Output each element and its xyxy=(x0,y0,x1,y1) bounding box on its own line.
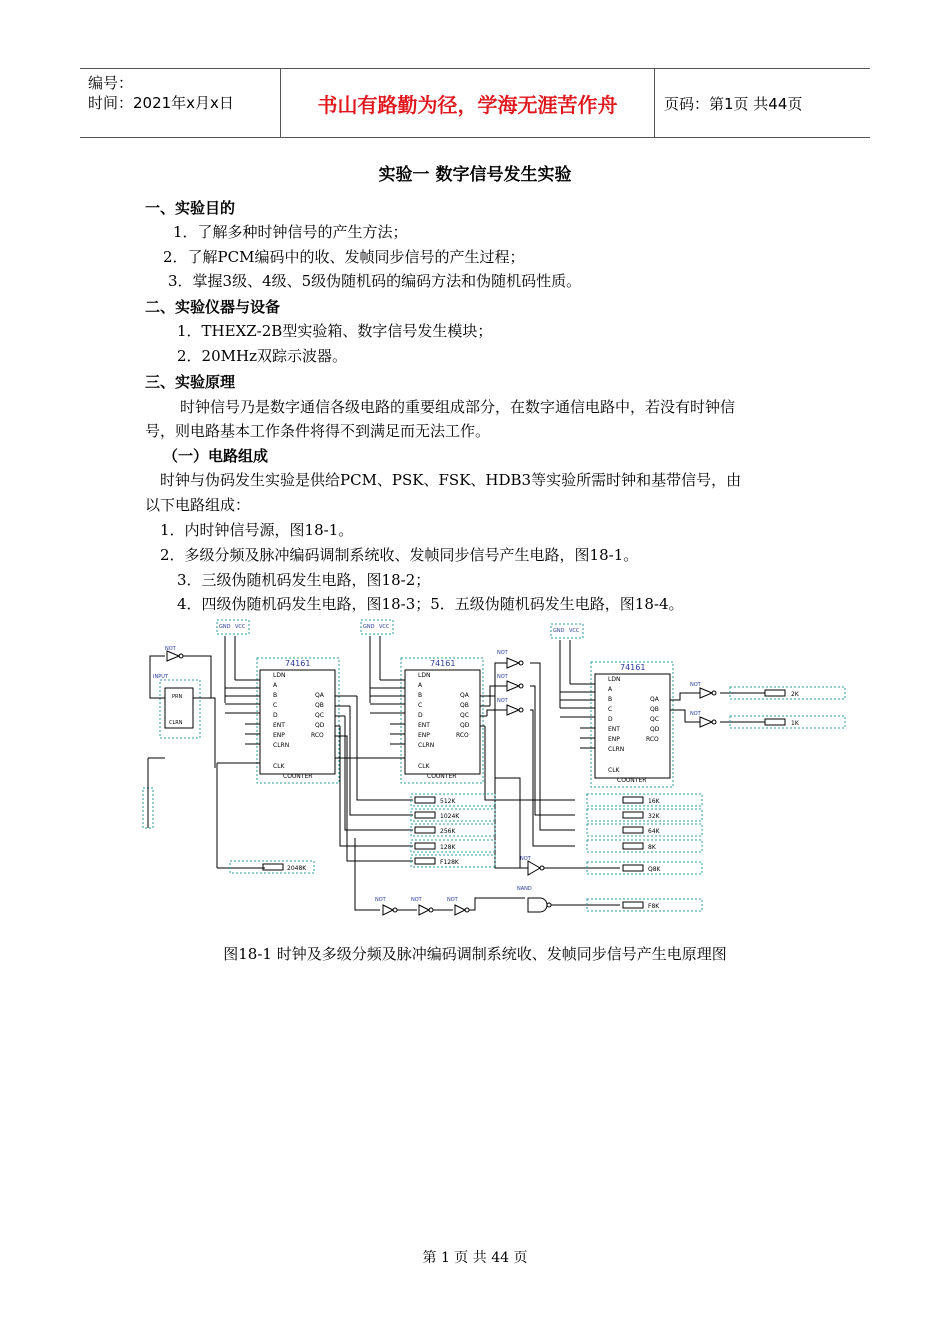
not-label: NOT xyxy=(165,646,176,652)
pin-label: D xyxy=(273,712,278,719)
gnd-label: GND xyxy=(363,624,375,630)
pin-label: D xyxy=(608,716,613,723)
not-label: NOT xyxy=(690,711,701,717)
page-number-label: 页码：第1页 共44页 xyxy=(664,94,803,113)
output-label: 16K xyxy=(648,798,660,805)
vcc-label: VCC xyxy=(235,624,246,630)
objective-item: 3．掌握3级、4级、5级伪随机码的编码方法和伪随机码性质。 xyxy=(168,272,582,290)
dff-pre-label: PRN xyxy=(172,694,183,700)
pin-label: ENT xyxy=(418,722,430,729)
vcc-label: VCC xyxy=(379,624,390,630)
output-pin xyxy=(411,809,495,821)
not-label: NOT xyxy=(497,650,508,656)
pin-label: CLK xyxy=(273,763,285,770)
chip-footer-2: COUNTER xyxy=(427,773,457,780)
chip-name-3: 74161 xyxy=(620,663,646,672)
output-pin xyxy=(587,840,702,852)
pin-label: RCO xyxy=(646,736,659,743)
pin-label: ENP xyxy=(608,736,620,743)
not-label: NOT xyxy=(690,682,701,688)
pin-label: QC xyxy=(650,716,659,723)
time-label: 时间：2021年x月x日 xyxy=(88,94,234,112)
equipment-item: 2．20MHz双踪示波器。 xyxy=(177,347,347,365)
nand-label: NAND xyxy=(517,886,532,892)
pin-label: A xyxy=(418,682,423,689)
pin-label: C xyxy=(608,706,613,713)
pin-label: QD xyxy=(315,722,325,729)
list-item: 1．内时钟信号源，图18-1。 xyxy=(160,521,354,539)
counter-block-3 xyxy=(560,640,765,787)
header-motto: 书山有路勤为径，学海无涯苦作舟 xyxy=(280,69,655,137)
pin-label: CLK xyxy=(608,767,620,774)
output-pin xyxy=(411,824,495,836)
not-label: NOT xyxy=(447,897,458,903)
output-label: 64K xyxy=(648,828,660,835)
pin-label: QC xyxy=(460,712,469,719)
chip-footer-3: COUNTER xyxy=(617,777,647,784)
pin-label: RCO xyxy=(311,732,324,739)
pin-label: LDN xyxy=(608,676,621,683)
output-pin xyxy=(411,840,495,852)
output-pin xyxy=(587,824,702,836)
chip-footer-1: COUNTER xyxy=(283,773,313,780)
subsection-heading: （一）电路组成 xyxy=(163,447,269,465)
paragraph-line: 时钟与伪码发生实验是供给PCM、PSK、FSK、HDB3等实验所需时钟和基带信号，由 xyxy=(160,471,742,489)
output-label: 1K xyxy=(791,720,799,727)
figure-caption: 图18-1 时钟及多级分频及脉冲编码调制系统收、发帧同步信号产生电原理图 xyxy=(223,945,727,963)
circuit-schematic xyxy=(135,618,855,923)
pin-label: QB xyxy=(650,706,659,713)
dff-block xyxy=(150,651,215,768)
pin-label: QC xyxy=(315,712,324,719)
section-heading-1: 一、实验目的 xyxy=(145,199,236,217)
pin-label: QD xyxy=(460,722,470,729)
pin-label: ENT xyxy=(608,726,620,733)
input-pin xyxy=(143,758,165,828)
section-heading-2: 二、实验仪器与设备 xyxy=(145,298,281,316)
number-label: 编号： xyxy=(88,74,134,92)
output-pin xyxy=(411,855,495,867)
output-pin xyxy=(411,794,495,806)
pin-label: CLRN xyxy=(418,742,435,749)
output-label: 2048K xyxy=(287,865,307,872)
pin-label: QB xyxy=(460,702,469,709)
header-meta xyxy=(80,69,280,137)
pin-label: B xyxy=(418,692,423,699)
paragraph-line: 以下电路组成： xyxy=(145,496,251,514)
list-item: 4．四级伪随机码发生电路，图18-3；5．五级伪随机码发生电路，图18-4。 xyxy=(177,595,684,613)
pin-label: CLK xyxy=(418,763,430,770)
pin-label: C xyxy=(273,702,278,709)
not-label: NOT xyxy=(375,897,386,903)
gnd-label: GND xyxy=(219,624,231,630)
pin-label: B xyxy=(608,696,613,703)
input-label: INPUT xyxy=(153,674,168,680)
pin-label: QA xyxy=(650,696,659,703)
output-label: 512K xyxy=(440,798,456,805)
pin-label: ENP xyxy=(418,732,430,739)
page-header xyxy=(80,68,870,138)
output-label: 256K xyxy=(440,828,456,835)
pin-label: LDN xyxy=(418,672,431,679)
pin-label: QD xyxy=(650,726,660,733)
output-label: 8K xyxy=(648,844,656,851)
output-pin xyxy=(587,794,702,806)
not-label: NOT xyxy=(497,698,508,704)
list-item: 2．多级分频及脉冲编码调制系统收、发帧同步信号产生电路，图18-1。 xyxy=(160,546,639,564)
pin-label: A xyxy=(273,682,278,689)
pin-label: D xyxy=(418,712,423,719)
counter-block-1 xyxy=(217,636,413,868)
section-heading-3: 三、实验原理 xyxy=(145,373,236,391)
page-footer: 第 1 页 共 44 页 xyxy=(422,1250,528,1266)
paragraph-line: 号，则电路基本工作条件将得不到满足而无法工作。 xyxy=(145,422,491,440)
pin-label: QB xyxy=(315,702,324,709)
pin-label: B xyxy=(273,692,278,699)
output-pin xyxy=(587,809,702,821)
chip-labels xyxy=(169,659,660,784)
vcc-label: VCC xyxy=(569,628,580,634)
pin-label: A xyxy=(608,686,613,693)
pin-label: ENT xyxy=(273,722,285,729)
pin-label: CLRN xyxy=(608,746,625,753)
not-label: NOT xyxy=(411,897,422,903)
pin-label: C xyxy=(418,702,423,709)
list-item: 3．三级伪随机码发生电路，图18-2； xyxy=(177,571,431,589)
pin-label: LDN xyxy=(273,672,286,679)
pin-label: RCO xyxy=(456,732,469,739)
output-pin xyxy=(230,861,314,873)
not-label: NOT xyxy=(497,674,508,680)
output-label: 32K xyxy=(648,813,660,820)
gnd-label: GND xyxy=(553,628,565,634)
output-label: Q8K xyxy=(648,866,661,873)
objective-item: 2．了解PCM编码中的收、发帧同步信号的产生过程； xyxy=(163,248,525,266)
output-label: 2K xyxy=(791,691,799,698)
paragraph-line: 时钟信号乃是数字通信各级电路的重要组成部分，在数字通信电路中，若没有时钟信 xyxy=(180,398,736,416)
not-label: NOT xyxy=(520,856,531,862)
output-label: 1024K xyxy=(440,813,460,820)
dff-clr-label: CLRN xyxy=(169,720,183,726)
document-title: 实验一 数字信号发生实验 xyxy=(378,165,572,185)
pin-label: QA xyxy=(315,692,324,699)
pin-label: ENP xyxy=(273,732,285,739)
pin-label: QA xyxy=(460,692,469,699)
output-label: F128K xyxy=(440,859,459,866)
output-label: 128K xyxy=(440,844,456,851)
equipment-item: 1．THEXZ-2B型实验箱、数字信号发生模块； xyxy=(177,322,493,340)
pin-label: CLRN xyxy=(273,742,290,749)
output-pins xyxy=(230,687,845,911)
output-label: F8K xyxy=(648,903,660,910)
objective-item: 1．了解多种时钟信号的产生方法； xyxy=(173,223,408,241)
chip-name-1: 74161 xyxy=(285,659,311,668)
chip-name-2: 74161 xyxy=(430,659,456,668)
